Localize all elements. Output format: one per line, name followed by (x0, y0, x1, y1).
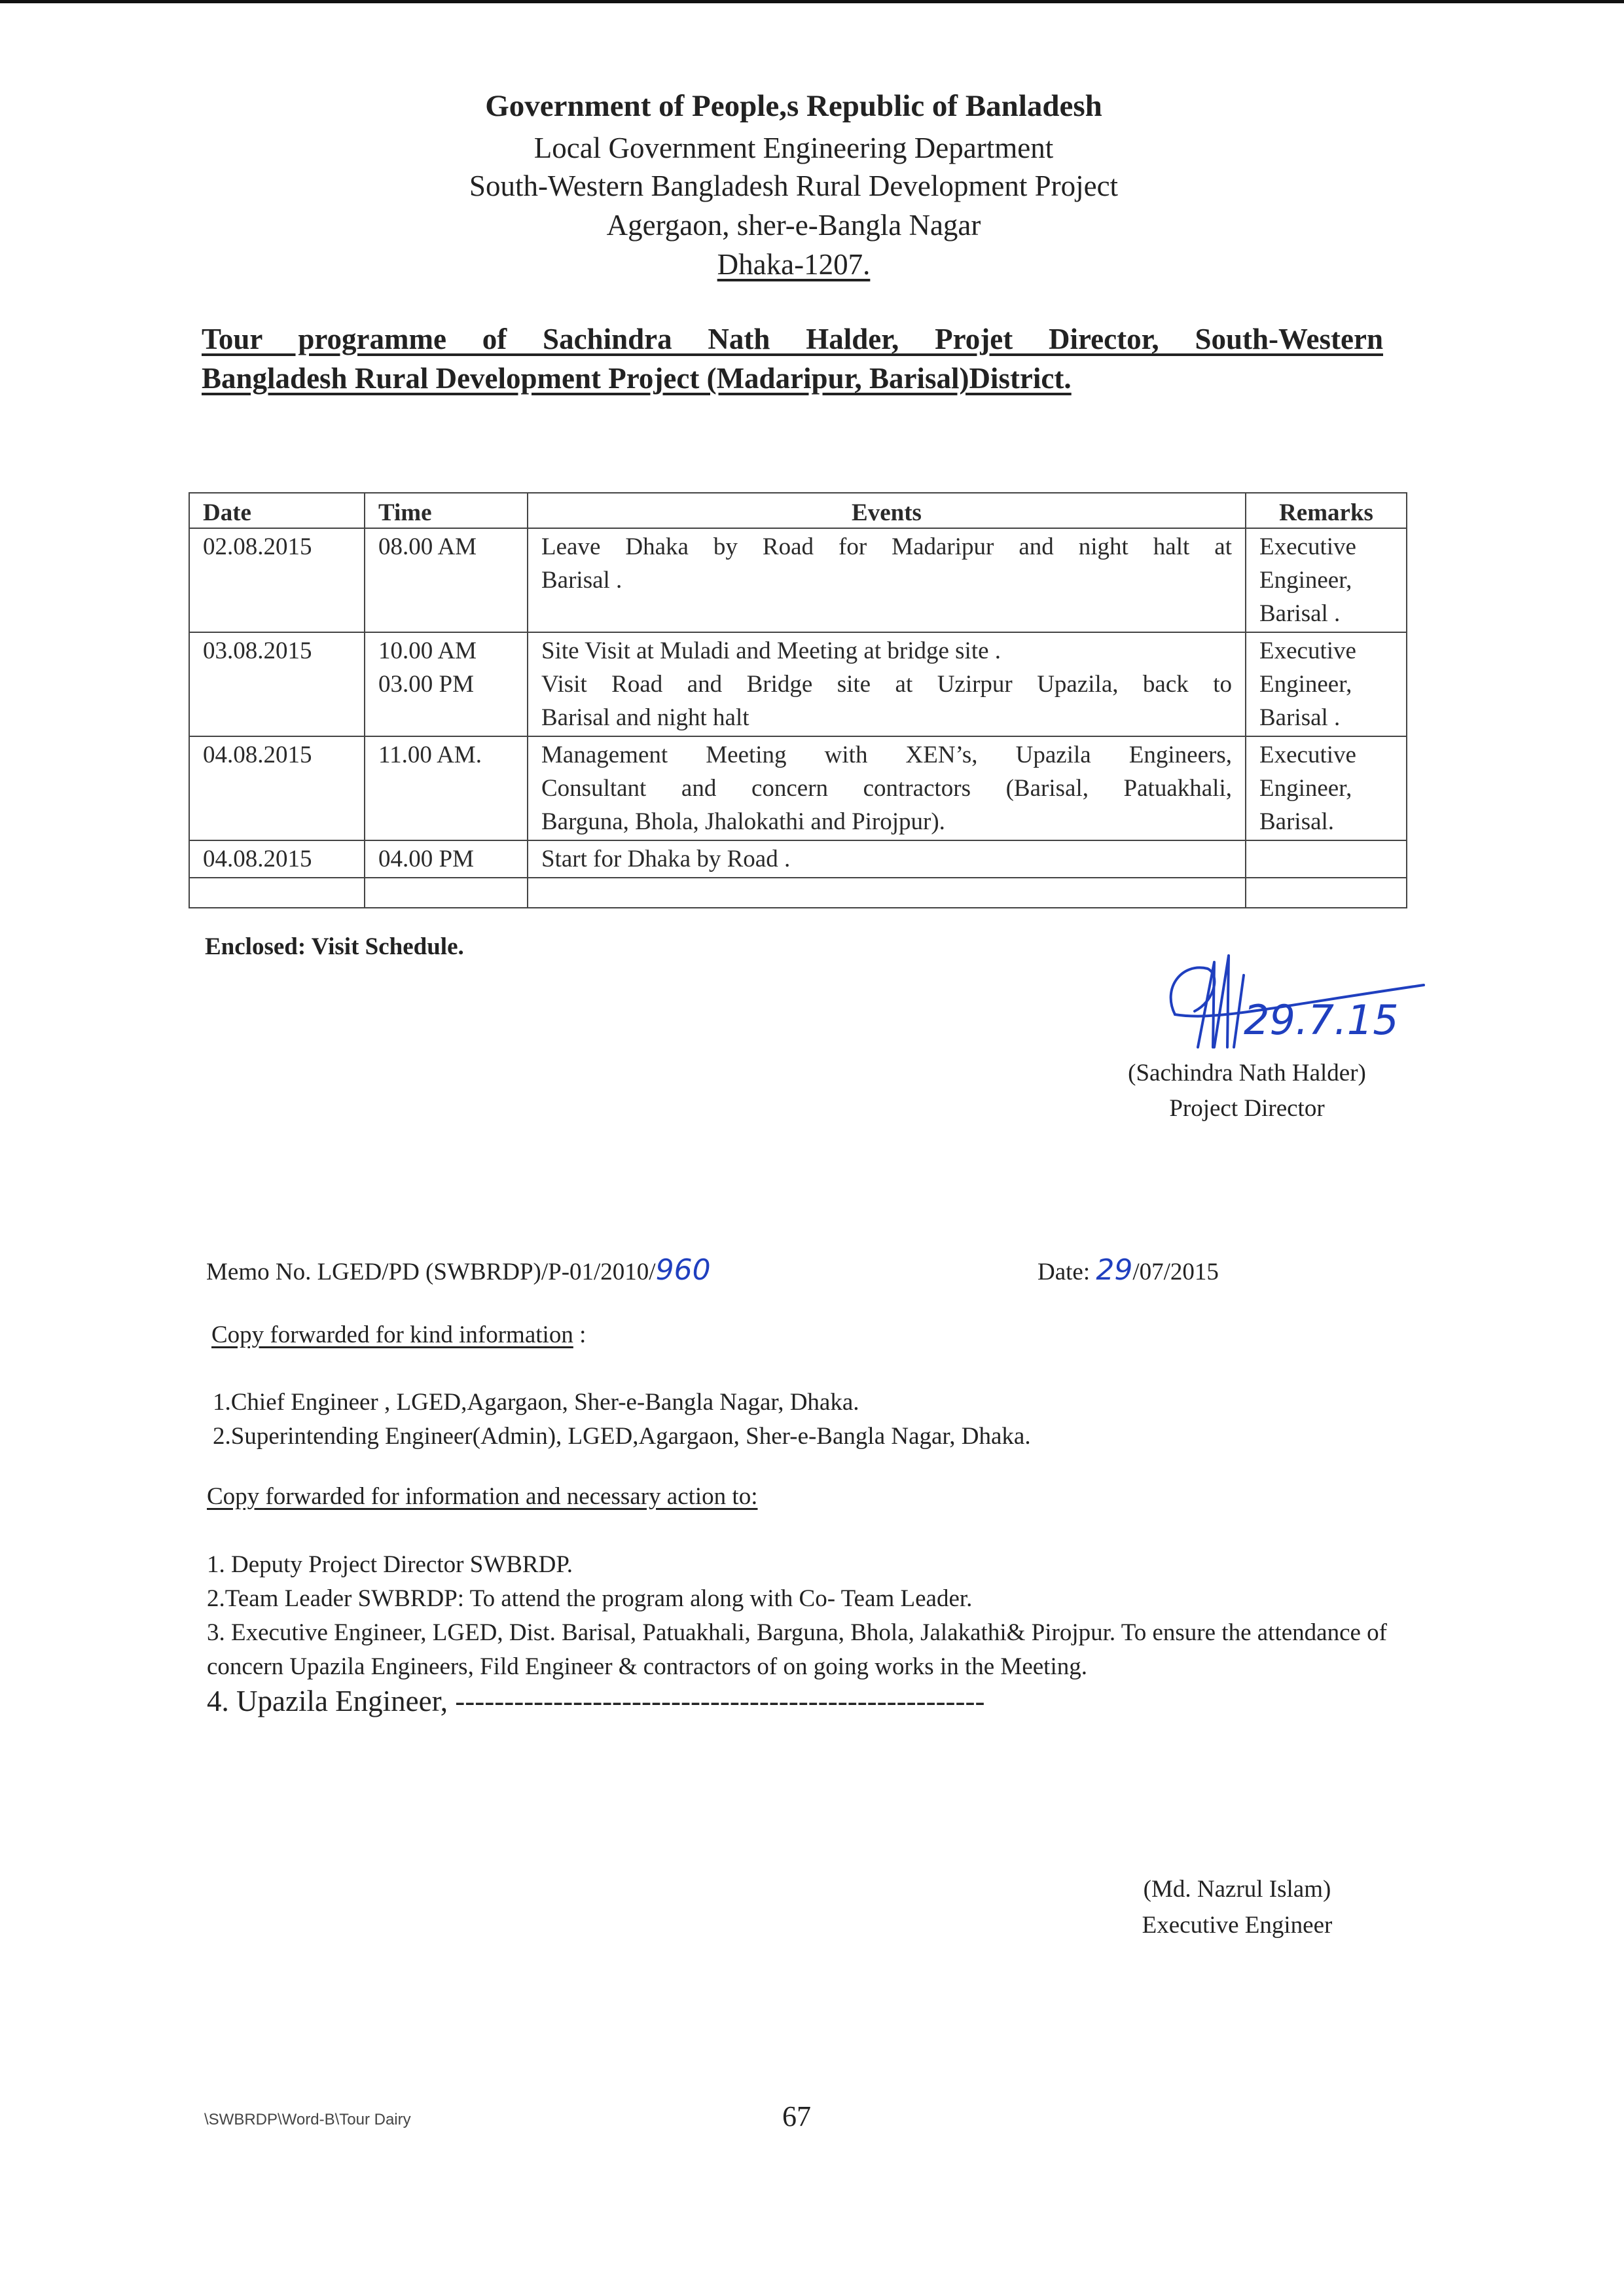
header-project: South-Western Bangladesh Rural Development Project (469, 170, 1119, 202)
header-department: Local Government Engineering Department (533, 132, 1054, 164)
copy-action-list (207, 1548, 1392, 1718)
memo-handwritten-day: 29 (1096, 1253, 1133, 1287)
memo-number: Memo No. LGED/PD (SWBRDP)/P-01/2010/960 (206, 1253, 711, 1287)
schedule-table (189, 492, 1407, 908)
header-government: Government of People,s Republic of Banladesh (485, 89, 1102, 123)
cell-event: Start for Dhaka by Road . (528, 840, 1246, 878)
title-line-2: Bangladesh Rural Development Project (Madaripur, Barisal)District. (202, 362, 1072, 395)
list-item: 3. Executive Engineer, LGED, Dist. Barisal, Patuakhali, Barguna, Bhola, Jalakathi& Pirojpur. To ensure the attendance of concern Upazila Engineers, Fild Engineer & contractors of on going works in the Meeting. (207, 1619, 1387, 1680)
cell-time: 08.00 AM (365, 528, 528, 632)
cell-date: 03.08.2015 (189, 632, 365, 736)
header-address: Agergaon, sher-e-Bangla Nagar (606, 209, 981, 242)
cell-event: Management Meeting with XEN’s, Upazila Engineers, Consultant and concern contractors (Barisal, Patuakhali, Barguna, Bhola, Jhalokathi and Pirojpur). (528, 736, 1246, 840)
signer-title: Project Director (1169, 1095, 1325, 1122)
memo-handwritten-number: 960 (655, 1253, 711, 1287)
cell-event: Leave Dhaka by Road for Madaripur and night halt at Barisal . (528, 528, 1246, 632)
list-item: 1. Deputy Project Director SWBRDP. (207, 1551, 573, 1578)
page-number: 67 (782, 2100, 811, 2132)
header-city: Dhaka-1207. (717, 248, 871, 281)
memo-date: Date: 29/07/2015 (1038, 1253, 1219, 1287)
table-row-empty (189, 878, 1407, 908)
list-item: 2.Team Leader SWBRDP: To attend the program along with Co- Team Leader. (207, 1585, 973, 1612)
enclosed-note: Enclosed: Visit Schedule. (205, 933, 464, 960)
cell-date: 02.08.2015 (189, 528, 365, 632)
list-item: 1.Chief Engineer , LGED,Agargaon, Sher-e-Bangla Nagar, Dhaka. (213, 1389, 859, 1416)
cell-remarks (1246, 840, 1407, 878)
table-row (189, 528, 1407, 632)
title-line-1: Tour programme of Sachindra Nath Halder, Projet Director, South-Western (202, 323, 1383, 355)
header-remarks: Remarks (1246, 493, 1407, 528)
header-time: Time (365, 493, 528, 528)
document-title (202, 319, 1383, 398)
header-date: Date (189, 493, 365, 528)
copy-info-heading: Copy forwarded for kind information : (211, 1321, 586, 1348)
cell-remarks: Executive Engineer, Barisal. (1246, 736, 1407, 840)
cell-time: 11.00 AM. (365, 736, 528, 840)
cell-date: 04.08.2015 (189, 736, 365, 840)
copy-info-list (213, 1386, 1031, 1454)
list-item: 4. Upazila Engineer, ------------------------------------------------------ (207, 1685, 985, 1717)
footer-file-path: \SWBRDP\Word-B\Tour Dairy (204, 2111, 411, 2128)
cell-remarks: Executive Engineer, Barisal . (1246, 528, 1407, 632)
table-row (189, 840, 1407, 878)
table-header-row (189, 493, 1407, 528)
signature-date: 29.7.15 (1244, 996, 1399, 1044)
copy-action-heading: Copy forwarded for information and necessary action to: (207, 1483, 758, 1510)
cell-time: 10.00 AM 03.00 PM (365, 632, 528, 736)
top-border (0, 0, 1624, 3)
engineer-name: (Md. Nazrul Islam) (1143, 1876, 1331, 1903)
signer-name: (Sachindra Nath Halder) (1128, 1060, 1366, 1086)
engineer-title: Executive Engineer (1142, 1912, 1333, 1939)
list-item: 2.Superintending Engineer(Admin), LGED,Agargaon, Sher-e-Bangla Nagar, Dhaka. (213, 1423, 1031, 1450)
table-row (189, 632, 1407, 736)
cell-date: 04.08.2015 (189, 840, 365, 878)
cell-event: Site Visit at Muladi and Meeting at bridge site . Visit Road and Bridge site at Uzirpur Upazila, back to Barisal and night halt (528, 632, 1246, 736)
cell-remarks: Executive Engineer, Barisal . (1246, 632, 1407, 736)
cell-time: 04.00 PM (365, 840, 528, 878)
table-row (189, 736, 1407, 840)
header-events: Events (528, 493, 1246, 528)
director-signature (1136, 949, 1437, 1067)
